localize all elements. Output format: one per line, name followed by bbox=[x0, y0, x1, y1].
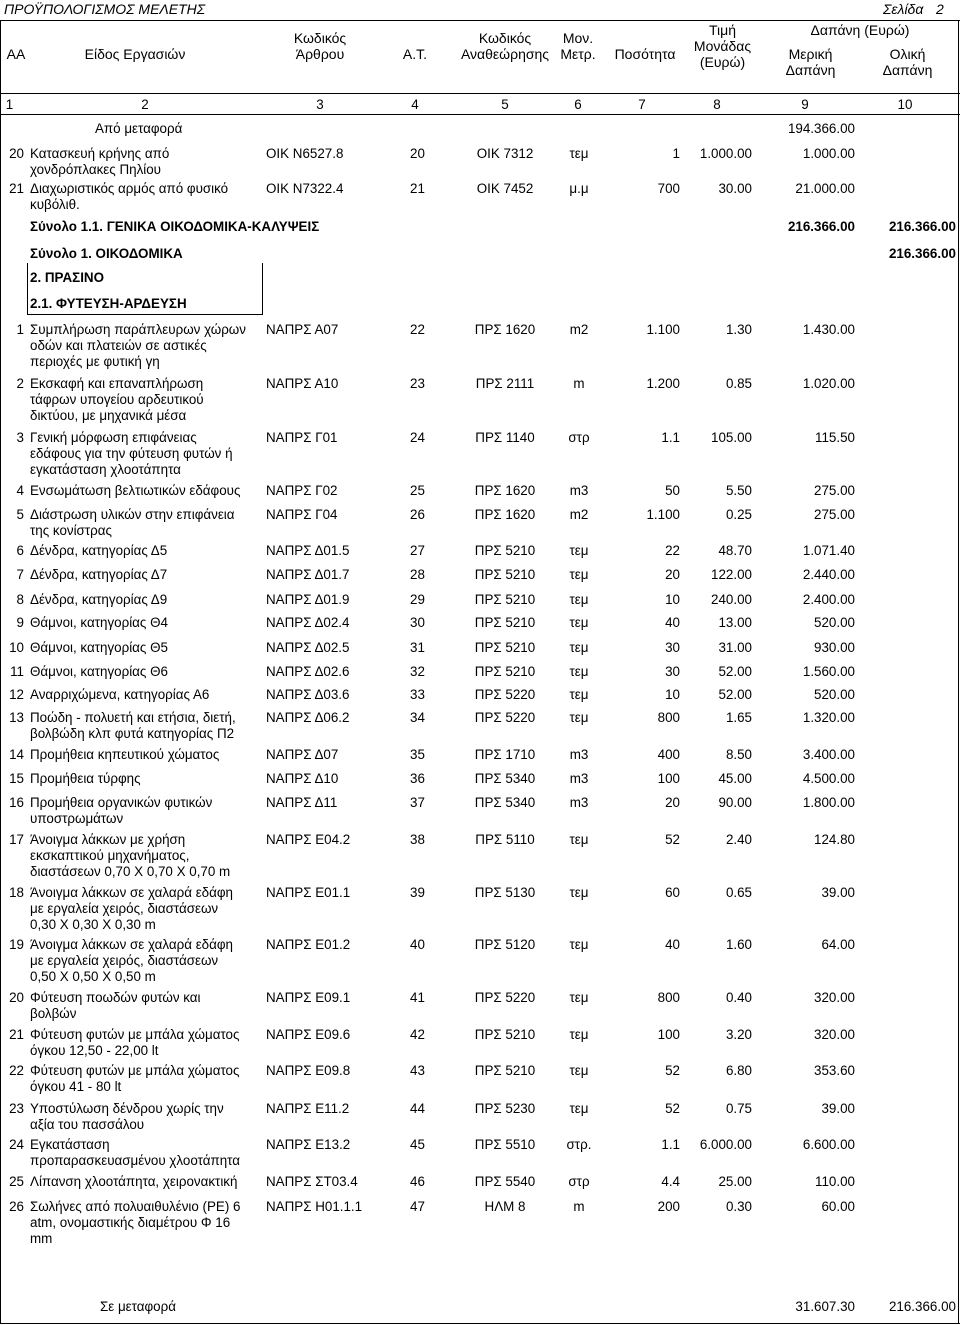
item-partial-cost: 110.00 bbox=[815, 1174, 855, 1189]
item-partial-cost: 1.020.00 bbox=[802, 376, 855, 391]
item-number: 4 bbox=[16, 483, 24, 498]
item-partial-cost: 275.00 bbox=[814, 483, 855, 498]
column-number-1: 1 bbox=[5, 97, 14, 112]
item-revision-code: ΗΛΜ 8 bbox=[484, 1199, 526, 1214]
item-quantity: 30 bbox=[665, 640, 680, 655]
item-unit: τεμ bbox=[569, 1027, 589, 1042]
item-code: ΝΑΠΡΣ Ε01.1 bbox=[266, 885, 351, 900]
item-code: ΝΑΠΡΣ Δ02.4 bbox=[266, 615, 350, 630]
item-unit-price: 1.000.00 bbox=[699, 146, 752, 161]
item-unit-price: 3.20 bbox=[725, 1027, 752, 1042]
item-partial-cost: 275.00 bbox=[814, 507, 855, 522]
item-unit: τεμ bbox=[569, 687, 589, 702]
item-partial-cost: 1.430.00 bbox=[802, 322, 855, 337]
item-number: 18 bbox=[9, 885, 24, 900]
item-partial-cost: 115.50 bbox=[815, 430, 855, 445]
item-number: 25 bbox=[9, 1174, 24, 1189]
item-unit-price: 1.65 bbox=[725, 710, 752, 725]
item-number: 21 bbox=[9, 181, 24, 196]
item-partial-cost: 39.00 bbox=[821, 885, 855, 900]
item-unit: m bbox=[573, 376, 585, 391]
item-partial-cost: 3.400.00 bbox=[802, 747, 855, 762]
item-revision-code: ΠΡΣ 5210 bbox=[474, 664, 536, 679]
item-partial-cost: 21.000.00 bbox=[795, 181, 855, 196]
item-at: 47 bbox=[410, 1199, 425, 1214]
item-quantity: 1.1 bbox=[661, 430, 680, 445]
item-number: 1 bbox=[16, 322, 24, 337]
item-unit: m3 bbox=[569, 795, 589, 810]
item-at: 43 bbox=[410, 1063, 425, 1078]
item-partial-cost: 64.00 bbox=[821, 937, 855, 952]
item-number: 23 bbox=[9, 1101, 24, 1116]
item-unit-price: 13.00 bbox=[718, 615, 752, 630]
item-number: 7 bbox=[16, 567, 24, 582]
item-unit: στρ bbox=[568, 430, 590, 445]
item-number: 9 bbox=[16, 615, 24, 630]
item-at: 21 bbox=[410, 181, 425, 196]
subtotal-1-total: 216.366.00 bbox=[888, 246, 956, 261]
column-number-5: 5 bbox=[501, 97, 509, 112]
item-revision-code: ΠΡΣ 5130 bbox=[474, 885, 536, 900]
item-at: 40 bbox=[410, 937, 425, 952]
item-revision-code: ΠΡΣ 5210 bbox=[474, 567, 536, 582]
item-number: 6 bbox=[16, 543, 24, 558]
item-quantity: 52 bbox=[665, 1101, 680, 1116]
item-description: Αναρριχώμενα, κατηγορίας Α6 bbox=[30, 687, 210, 702]
item-at: 32 bbox=[410, 664, 425, 679]
item-partial-cost: 2.400.00 bbox=[802, 592, 855, 607]
item-quantity: 200 bbox=[657, 1199, 680, 1214]
item-description: Διάστρωση υλικών στην επιφάνεια της κονίστρας bbox=[30, 507, 235, 538]
item-unit: μ.μ bbox=[569, 181, 589, 196]
item-unit: m3 bbox=[569, 483, 589, 498]
item-unit: τεμ bbox=[569, 990, 589, 1005]
item-at: 25 bbox=[410, 483, 425, 498]
carry-out-total: 216.366.00 bbox=[888, 1299, 956, 1314]
item-at: 29 bbox=[410, 592, 425, 607]
item-description: Προμήθεια κηπευτικού χώματος bbox=[30, 747, 220, 762]
subtotal-1-1-label: Σύνολο 1.1. ΓΕΝΙΚΑ ΟΙΚΟΔΟΜΙΚΑ-ΚΑΛΥΨΕΙΣ bbox=[30, 219, 320, 234]
item-unit: στρ bbox=[568, 1174, 590, 1189]
item-revision-code: ΠΡΣ 5540 bbox=[474, 1174, 536, 1189]
item-code: ΝΑΠΡΣ Γ04 bbox=[266, 507, 338, 522]
item-unit-price: 122.00 bbox=[711, 567, 752, 582]
item-unit-price: 52.00 bbox=[718, 687, 752, 702]
item-number: 15 bbox=[9, 771, 24, 786]
carry-out-label: Σε μεταφορά bbox=[100, 1299, 176, 1314]
item-revision-code: ΠΡΣ 1620 bbox=[474, 507, 536, 522]
item-description: Άνοιγμα λάκκων σε χαλαρά εδάφη με εργαλεία χειρός, διαστάσεων 0,50 Χ 0,50 Χ 0,50 m bbox=[30, 937, 233, 984]
item-number: 11 bbox=[10, 664, 24, 679]
item-revision-code: ΠΡΣ 5210 bbox=[474, 543, 536, 558]
col-header-eidos: Είδος Εργασιών bbox=[84, 46, 186, 62]
item-code: ΝΑΠΡΣ Α07 bbox=[266, 322, 339, 337]
item-revision-code: ΠΡΣ 5110 bbox=[475, 832, 535, 847]
item-partial-cost: 1.000.00 bbox=[802, 146, 855, 161]
item-description: Διαχωριστικός αρμός από φυσικό κυβόλιθ. bbox=[30, 181, 229, 212]
item-partial-cost: 1.800.00 bbox=[802, 795, 855, 810]
item-quantity: 40 bbox=[665, 615, 680, 630]
item-quantity: 400 bbox=[657, 747, 680, 762]
item-at: 24 bbox=[410, 430, 425, 445]
section-underline bbox=[27, 314, 262, 315]
item-code: ΝΑΠΡΣ Δ01.5 bbox=[266, 543, 350, 558]
item-description: Άνοιγμα λάκκων με χρήση εκσκαπτικού μηχανήματος, διαστάσεων 0,70 Χ 0,70 Χ 0,70 m bbox=[30, 832, 231, 879]
item-quantity: 20 bbox=[665, 567, 680, 582]
item-partial-cost: 1.071.40 bbox=[802, 543, 855, 558]
item-description: Θάμνοι, κατηγορίας Θ4 bbox=[30, 615, 168, 630]
col-header-oliki: Ολική Δαπάνη bbox=[882, 46, 933, 78]
item-quantity: 40 bbox=[665, 937, 680, 952]
item-unit: τεμ bbox=[569, 1101, 589, 1116]
item-at: 38 bbox=[410, 832, 425, 847]
item-quantity: 4.4 bbox=[661, 1174, 680, 1189]
carry-in-amount: 194.366.00 bbox=[787, 121, 855, 136]
item-code: ΝΑΠΡΣ Ε09.1 bbox=[266, 990, 351, 1005]
item-partial-cost: 320.00 bbox=[814, 990, 855, 1005]
item-unit: τεμ bbox=[569, 710, 589, 725]
item-description: Προμήθεια τύρφης bbox=[30, 771, 141, 786]
item-quantity: 1.200 bbox=[646, 376, 680, 391]
item-code: ΝΑΠΡΣ Δ02.5 bbox=[266, 640, 350, 655]
item-unit-price: 45.00 bbox=[718, 771, 752, 786]
item-number: 3 bbox=[16, 430, 24, 445]
item-description: Άνοιγμα λάκκων σε χαλαρά εδάφη με εργαλεία χειρός, διαστάσεων 0,30 Χ 0,30 Χ 0,30 m bbox=[30, 885, 233, 932]
item-partial-cost: 930.00 bbox=[814, 640, 855, 655]
item-unit-price: 31.00 bbox=[718, 640, 752, 655]
item-quantity: 10 bbox=[665, 687, 680, 702]
subtotal-1-1-total: 216.366.00 bbox=[888, 219, 956, 234]
item-partial-cost: 520.00 bbox=[814, 687, 855, 702]
item-revision-code: ΠΡΣ 2111 bbox=[475, 376, 535, 391]
item-quantity: 60 bbox=[665, 885, 680, 900]
subtotal-1-label: Σύνολο 1. ΟΙΚΟΔΟΜΙΚΑ bbox=[30, 246, 183, 261]
item-code: ΝΑΠΡΣ Α10 bbox=[266, 376, 339, 391]
item-quantity: 1.100 bbox=[646, 507, 680, 522]
item-unit-price: 48.70 bbox=[718, 543, 752, 558]
item-description: Φύτευση ποωδών φυτών και βολβών bbox=[30, 990, 201, 1021]
column-number-3: 3 bbox=[316, 97, 324, 112]
column-number-2: 2 bbox=[141, 97, 149, 112]
item-description: Δένδρα, κατηγορίας Δ7 bbox=[30, 567, 168, 582]
item-unit-price: 0.25 bbox=[725, 507, 752, 522]
item-unit: τεμ bbox=[569, 146, 589, 161]
item-unit-price: 240.00 bbox=[711, 592, 752, 607]
item-revision-code: ΠΡΣ 1620 bbox=[474, 483, 536, 498]
item-quantity: 1.1 bbox=[661, 1137, 680, 1152]
section-box-right bbox=[262, 263, 263, 315]
item-unit-price: 0.85 bbox=[725, 376, 752, 391]
item-at: 39 bbox=[410, 885, 425, 900]
item-description: Ενσωμάτωση βελτιωτικών εδάφους bbox=[30, 483, 241, 498]
carry-in-label: Από μεταφορά bbox=[95, 121, 183, 136]
item-code: ΝΑΠΡΣ Γ02 bbox=[266, 483, 338, 498]
col-header-dapani: Δαπάνη (Ευρώ) bbox=[810, 22, 910, 38]
item-number: 10 bbox=[9, 640, 24, 655]
item-description: Θάμνοι, κατηγορίας Θ5 bbox=[30, 640, 168, 655]
item-description: Υποστύλωση δένδρου χωρίς την αξία του πασσάλου bbox=[30, 1101, 224, 1132]
item-at: 36 bbox=[410, 771, 425, 786]
item-revision-code: ΠΡΣ 5210 bbox=[474, 615, 536, 630]
col-header-monada: Μον. Μετρ. bbox=[560, 30, 596, 62]
item-number: 14 bbox=[9, 747, 24, 762]
item-unit: τεμ bbox=[569, 937, 589, 952]
item-partial-cost: 353.60 bbox=[814, 1063, 855, 1078]
document-title: ΠΡΟΫΠΟΛΟΓΙΣΜΟΣ ΜΕΛΕΤΗΣ bbox=[4, 1, 206, 17]
item-unit-price: 0.75 bbox=[725, 1101, 752, 1116]
item-number: 17 bbox=[9, 832, 24, 847]
section-box-left bbox=[27, 263, 28, 315]
item-code: ΝΑΠΡΣ Δ01.9 bbox=[266, 592, 350, 607]
item-unit: τεμ bbox=[569, 615, 589, 630]
col-header-kodikos-arthrou: Κωδικός Άρθρου bbox=[293, 30, 347, 62]
item-description: Κατασκευή κρήνης από χονδρόπλακες Πηλίου bbox=[30, 146, 170, 177]
item-description: Φύτευση φυτών με μπάλα χώματος όγκου 12,50 - 22,00 lt bbox=[30, 1027, 240, 1058]
col-header-at: Α.Τ. bbox=[402, 46, 428, 62]
item-code: ΝΑΠΡΣ Γ01 bbox=[266, 430, 338, 445]
item-unit-price: 8.50 bbox=[725, 747, 752, 762]
item-number: 20 bbox=[9, 146, 24, 161]
item-partial-cost: 1.560.00 bbox=[802, 664, 855, 679]
item-partial-cost: 320.00 bbox=[814, 1027, 855, 1042]
item-code: ΝΑΠΡΣ ΣΤ03.4 bbox=[266, 1174, 358, 1189]
item-code: ΝΑΠΡΣ Ε09.8 bbox=[266, 1063, 351, 1078]
item-quantity: 52 bbox=[665, 1063, 680, 1078]
item-unit-price: 30.00 bbox=[718, 181, 752, 196]
column-number-8: 8 bbox=[713, 97, 721, 112]
item-at: 30 bbox=[410, 615, 425, 630]
item-partial-cost: 39.00 bbox=[821, 1101, 855, 1116]
item-at: 44 bbox=[410, 1101, 425, 1116]
item-unit: τεμ bbox=[569, 1063, 589, 1078]
item-at: 41 bbox=[410, 990, 425, 1005]
item-code: ΟΙΚ Ν6527.8 bbox=[266, 146, 344, 161]
col-header-posotita: Ποσότητα bbox=[614, 46, 676, 62]
item-revision-code: ΠΡΣ 5120 bbox=[474, 937, 536, 952]
item-description: Θάμνοι, κατηγορίας Θ6 bbox=[30, 664, 168, 679]
item-code: ΝΑΠΡΣ Ε11.2 bbox=[266, 1101, 350, 1116]
item-number: 8 bbox=[16, 592, 24, 607]
item-revision-code: ΠΡΣ 5340 bbox=[474, 795, 536, 810]
item-code: ΝΑΠΡΣ Δ07 bbox=[266, 747, 339, 762]
col-header-timi: Τιμή Μονάδας (Ευρώ) bbox=[693, 22, 752, 70]
item-quantity: 1 bbox=[672, 146, 680, 161]
item-number: 16 bbox=[9, 795, 24, 810]
header-bottom-rule bbox=[0, 93, 960, 94]
item-unit: m2 bbox=[569, 322, 589, 337]
item-at: 35 bbox=[410, 747, 425, 762]
item-revision-code: ΠΡΣ 1620 bbox=[474, 322, 536, 337]
item-at: 20 bbox=[410, 146, 425, 161]
item-unit: στρ. bbox=[566, 1137, 592, 1152]
item-partial-cost: 4.500.00 bbox=[802, 771, 855, 786]
item-number: 22 bbox=[9, 1063, 24, 1078]
carry-out-partial: 31.607.30 bbox=[795, 1299, 855, 1314]
item-unit-price: 25.00 bbox=[718, 1174, 752, 1189]
item-at: 28 bbox=[410, 567, 425, 582]
item-quantity: 22 bbox=[665, 543, 680, 558]
item-number: 24 bbox=[9, 1137, 24, 1152]
subtotal-1-1-partial: 216.366.00 bbox=[787, 219, 855, 234]
item-unit-price: 90.00 bbox=[718, 795, 752, 810]
header-top-rule bbox=[0, 20, 960, 21]
item-unit-price: 1.30 bbox=[725, 322, 752, 337]
item-code: ΝΑΠΡΣ Ε09.6 bbox=[266, 1027, 351, 1042]
item-number: 19 bbox=[9, 937, 24, 952]
item-description: Λίπανση χλοοτάπητα, χειρονακτική bbox=[30, 1174, 238, 1189]
column-number-9: 9 bbox=[801, 97, 809, 112]
column-number-4: 4 bbox=[411, 97, 419, 112]
item-quantity: 100 bbox=[657, 771, 680, 786]
item-description: Συμπλήρωση παράπλευρων χώρων οδών και πλατειών σε αστικές περιοχές με φυτική γη bbox=[30, 322, 246, 369]
item-revision-code: ΟΙΚ 7312 bbox=[476, 146, 534, 161]
item-number: 2 bbox=[16, 376, 24, 391]
item-unit: τεμ bbox=[569, 664, 589, 679]
item-quantity: 20 bbox=[665, 795, 680, 810]
item-unit: τεμ bbox=[569, 592, 589, 607]
item-unit-price: 105.00 bbox=[711, 430, 752, 445]
item-revision-code: ΠΡΣ 5220 bbox=[474, 710, 536, 725]
item-revision-code: ΠΡΣ 5210 bbox=[474, 1027, 536, 1042]
item-at: 26 bbox=[410, 507, 425, 522]
item-description: Προμήθεια οργανικών φυτικών υποστρωμάτων bbox=[30, 795, 213, 826]
item-revision-code: ΟΙΚ 7452 bbox=[476, 181, 534, 196]
item-partial-cost: 124.80 bbox=[814, 832, 855, 847]
item-quantity: 1.100 bbox=[646, 322, 680, 337]
item-code: ΝΑΠΡΣ Δ01.7 bbox=[266, 567, 350, 582]
item-code: ΝΑΠΡΣ Ε04.2 bbox=[266, 832, 351, 847]
item-partial-cost: 520.00 bbox=[814, 615, 855, 630]
item-number: 13 bbox=[9, 710, 24, 725]
item-number: 20 bbox=[9, 990, 24, 1005]
item-quantity: 800 bbox=[657, 990, 680, 1005]
item-partial-cost: 2.440.00 bbox=[802, 567, 855, 582]
col-header-meriki: Μερική Δαπάνη bbox=[785, 46, 836, 78]
item-revision-code: ΠΡΣ 5340 bbox=[474, 771, 536, 786]
item-revision-code: ΠΡΣ 5210 bbox=[474, 1063, 536, 1078]
item-unit: τεμ bbox=[569, 567, 589, 582]
item-revision-code: ΠΡΣ 5220 bbox=[474, 687, 536, 702]
item-revision-code: ΠΡΣ 1140 bbox=[475, 430, 535, 445]
item-description: Εγκατάσταση προπαρασκευασμένου χλοοτάπητα bbox=[30, 1137, 240, 1168]
item-quantity: 800 bbox=[657, 710, 680, 725]
item-partial-cost: 1.320.00 bbox=[802, 710, 855, 725]
item-quantity: 52 bbox=[665, 832, 680, 847]
item-unit: m bbox=[573, 1199, 585, 1214]
table-right-border bbox=[958, 20, 959, 1324]
item-at: 31 bbox=[410, 640, 425, 655]
item-revision-code: ΠΡΣ 5510 bbox=[474, 1137, 536, 1152]
item-unit-price: 0.30 bbox=[725, 1199, 752, 1214]
item-description: Δένδρα, κατηγορίας Δ5 bbox=[30, 543, 168, 558]
page-label: Σελίδα bbox=[883, 1, 924, 17]
column-number-7: 7 bbox=[638, 97, 646, 112]
item-at: 45 bbox=[410, 1137, 425, 1152]
item-unit: m3 bbox=[569, 771, 589, 786]
item-unit-price: 1.60 bbox=[725, 937, 752, 952]
item-quantity: 10 bbox=[665, 592, 680, 607]
column-numbers-rule bbox=[0, 114, 960, 115]
item-unit: m2 bbox=[569, 507, 589, 522]
section-heading-2-1: 2.1. ΦΥΤΕΥΣΗ-ΑΡΔΕΥΣΗ bbox=[30, 296, 187, 311]
item-number: 5 bbox=[16, 507, 24, 522]
item-code: ΝΑΠΡΣ Ε13.2 bbox=[266, 1137, 351, 1152]
table-bottom-rule bbox=[0, 1323, 960, 1324]
item-quantity: 700 bbox=[657, 181, 680, 196]
item-unit: m3 bbox=[569, 747, 589, 762]
item-unit: τεμ bbox=[569, 885, 589, 900]
item-description: Φύτευση φυτών με μπάλα χώματος όγκου 41 - 80 lt bbox=[30, 1063, 240, 1094]
item-at: 33 bbox=[410, 687, 425, 702]
item-revision-code: ΠΡΣ 5210 bbox=[474, 592, 536, 607]
item-quantity: 50 bbox=[665, 483, 680, 498]
item-at: 42 bbox=[410, 1027, 425, 1042]
item-number: 21 bbox=[9, 1027, 24, 1042]
item-number: 12 bbox=[9, 687, 24, 702]
item-at: 23 bbox=[410, 376, 425, 391]
item-unit-price: 6.000.00 bbox=[699, 1137, 752, 1152]
item-unit-price: 2.40 bbox=[725, 832, 752, 847]
item-at: 37 bbox=[410, 795, 425, 810]
item-at: 27 bbox=[410, 543, 425, 558]
section-heading-2: 2. ΠΡΑΣΙΝΟ bbox=[30, 270, 105, 285]
col-header-aa: ΑΑ bbox=[6, 46, 26, 62]
item-description: Εκσκαφή και επαναπλήρωση τάφρων υπογείου αρδευτικού δικτύου, με μηχανικά μέσα bbox=[30, 376, 204, 423]
item-quantity: 100 bbox=[657, 1027, 680, 1042]
item-unit: τεμ bbox=[569, 832, 589, 847]
item-unit: τεμ bbox=[569, 640, 589, 655]
item-code: ΝΑΠΡΣ Η01.1.1 bbox=[266, 1199, 363, 1214]
item-quantity: 30 bbox=[665, 664, 680, 679]
item-revision-code: ΠΡΣ 5220 bbox=[474, 990, 536, 1005]
item-number: 26 bbox=[9, 1199, 24, 1214]
item-at: 22 bbox=[410, 322, 425, 337]
item-code: ΝΑΠΡΣ Δ10 bbox=[266, 771, 339, 786]
item-revision-code: ΠΡΣ 5210 bbox=[474, 640, 536, 655]
item-partial-cost: 6.600.00 bbox=[802, 1137, 855, 1152]
col-header-kodikos-anatheorisis: Κωδικός Αναθεώρησης bbox=[460, 30, 550, 62]
item-code: ΝΑΠΡΣ Ε01.2 bbox=[266, 937, 351, 952]
item-code: ΝΑΠΡΣ Δ03.6 bbox=[266, 687, 350, 702]
item-description: Σωλήνες από πολυαιθυλένιο (PE) 6 atm, ονομαστικής διαμέτρου Φ 16 mm bbox=[30, 1199, 241, 1246]
item-unit-price: 6.80 bbox=[725, 1063, 752, 1078]
column-number-6: 6 bbox=[574, 97, 582, 112]
item-code: ΝΑΠΡΣ Δ11 bbox=[266, 795, 338, 810]
item-unit-price: 0.40 bbox=[725, 990, 752, 1005]
item-description: Γενική μόρφωση επιφάνειας εδάφους για την φύτευση φυτών ή εγκατάσταση χλοοτάπητα bbox=[30, 430, 233, 477]
item-unit-price: 5.50 bbox=[725, 483, 752, 498]
item-revision-code: ΠΡΣ 5230 bbox=[474, 1101, 536, 1116]
item-description: Δένδρα, κατηγορίας Δ9 bbox=[30, 592, 168, 607]
item-code: ΝΑΠΡΣ Δ06.2 bbox=[266, 710, 350, 725]
column-number-10: 10 bbox=[897, 97, 913, 112]
item-revision-code: ΠΡΣ 1710 bbox=[474, 747, 536, 762]
item-at: 46 bbox=[410, 1174, 425, 1189]
item-unit-price: 0.65 bbox=[725, 885, 752, 900]
item-unit: τεμ bbox=[569, 543, 589, 558]
item-code: ΟΙΚ Ν7322.4 bbox=[266, 181, 344, 196]
item-code: ΝΑΠΡΣ Δ02.6 bbox=[266, 664, 350, 679]
item-description: Ποώδη - πολυετή και ετήσια, διετή, βολβώδη κλπ φυτά κατηγορίας Π2 bbox=[30, 710, 236, 741]
item-unit-price: 52.00 bbox=[718, 664, 752, 679]
item-partial-cost: 60.00 bbox=[821, 1199, 855, 1214]
page-number: 2 bbox=[936, 1, 944, 17]
item-at: 34 bbox=[410, 710, 425, 725]
